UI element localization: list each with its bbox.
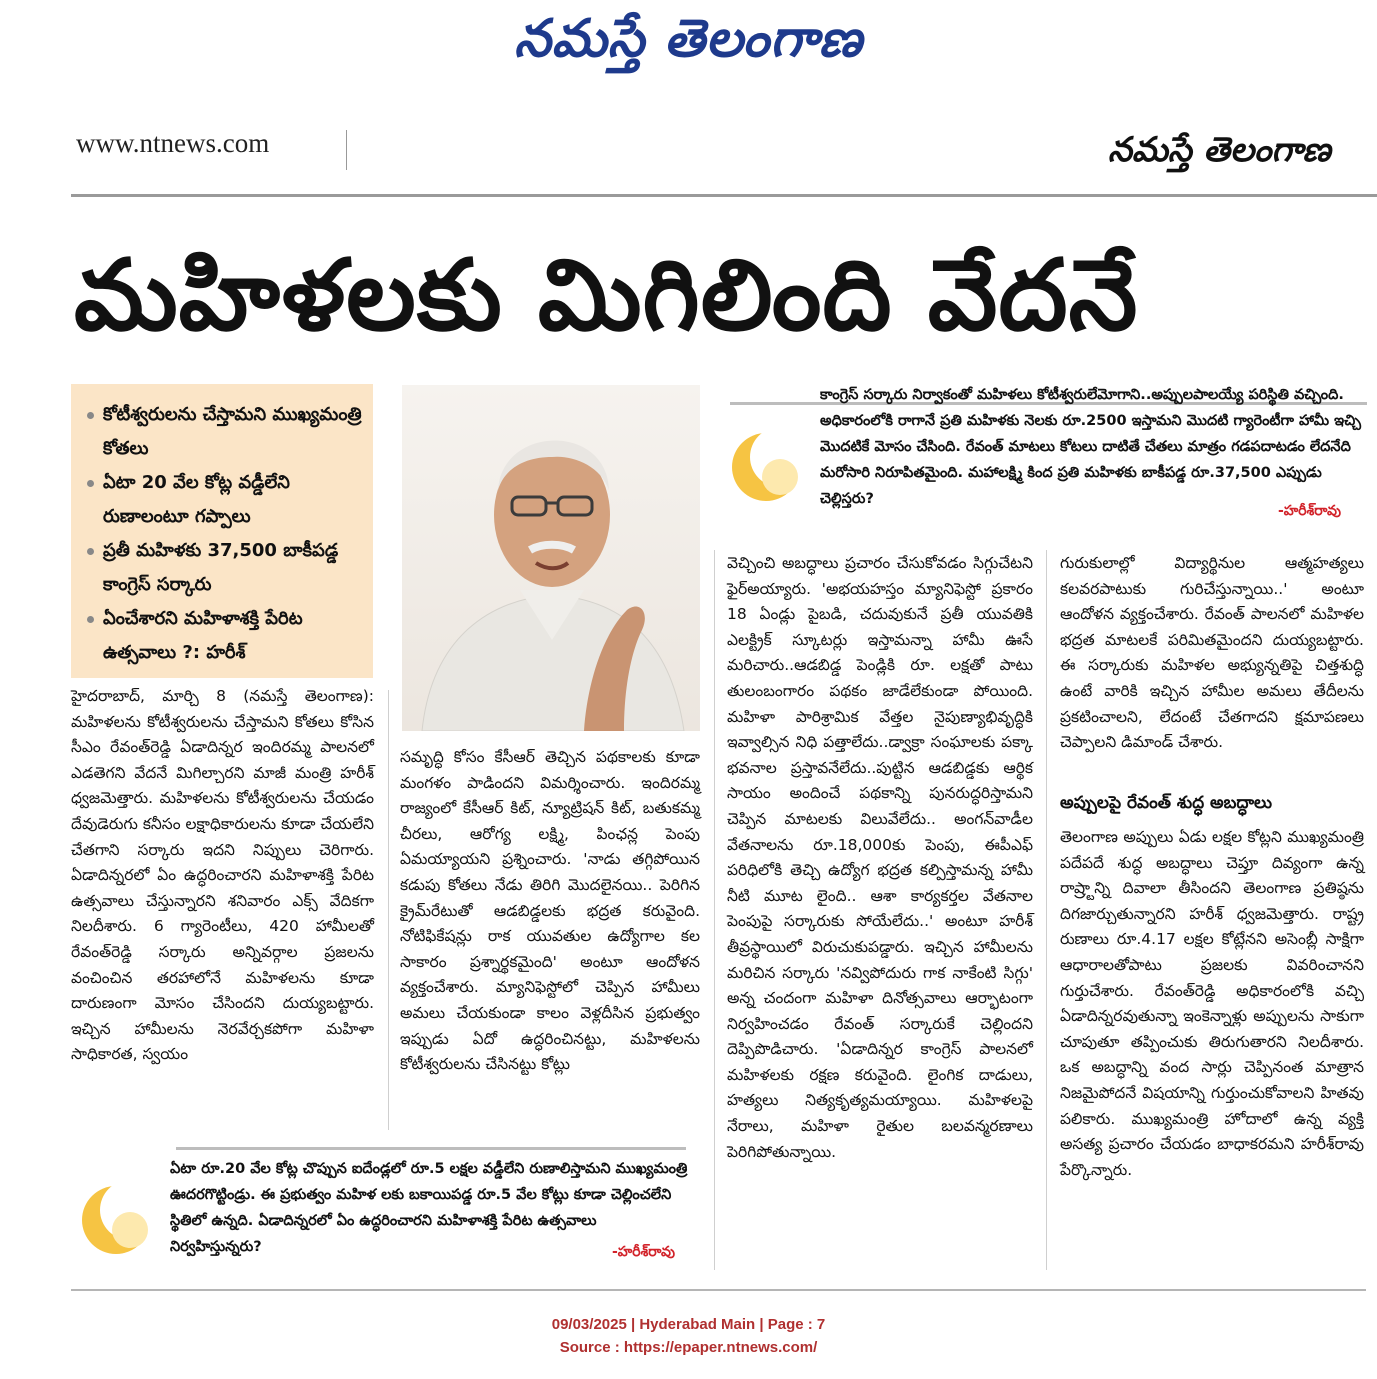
portrait-photo (402, 385, 700, 731)
top-rule (71, 194, 1377, 197)
header-divider (346, 130, 347, 170)
portrait-illustration (402, 385, 700, 731)
article-text: సమృద్ధి కోసం కేసీఆర్ తెచ్చిన పథకాలకు కూడా మంగళం పాడిందని విమర్శించారు. ఇందిరమ్మ రాజ్యంలో కేసీఆర్ కిట్, న్యూట్రిషన్ కిట్, బతుకమ్మ చీరలు, ఆరోగ్య లక్ష్మి, పింఛన్ల పెంపు ఏమయ్యాయని ప్రశ్నించారు. 'నాడు తగ్గిపోయిన కడుపు కోతలు నేడు తిరిగి మొదలైనయి.. పెరిగిన క్రైమ్‌రేటుతో ఆడబిడ్డలకు భద్రత కరువైంది. నోటిఫికేషన్లు రాక యువతుల ఉద్యోగాల కల సాకారం ప్రశ్నార్థకమైంది' అంటూ ఆందోళన వ్యక్తంచేశారు. మ్యానిఫెస్టోలో చెప్పిన హామీలు అమలు చేయకుండా కాలం వెళ్లదీసిన ప్రభుత్వం ఇప్పుడు ఏదో ఉద్ధరించినట్టు, మహిళలను కోటీశ్వరులను చేసినట్టు కోట్లు (400, 748, 700, 1074)
bullet-icon (87, 412, 94, 419)
subheading: అప్పులపై రేవంత్ శుద్ధ అబద్ధాలు (1060, 793, 1272, 813)
quote-author: -హరీశ్‌రావు (1278, 503, 1341, 519)
article-column-2 (400, 745, 700, 1078)
quote-author: -హరీశ్‌రావు (612, 1244, 675, 1260)
highlight-item: కోటీశ్వరులను చేస్తామని ముఖ్యమంత్రి కోతలు (87, 398, 365, 466)
article-text: హైదరాబాద్, మార్చి 8 (నమస్తే తెలంగాణ): మహిళలను కోటీశ్వరులను చేస్తామని కోతలు కోసిన సీఎం రేవంత్‌రెడ్డి ఏడాదిన్నర ఇందిరమ్మ పాలనలో ఎడతెగని వేదనే మిగిల్చారని మాజీ మంత్రి హరీశ్ ధ్వజమెత్తారు. మహిళలను కోటీశ్వరులను చేయడం దేవుడెరుగు కనీసం లక్షాధికారులను కూడా చేయలేని చేతగాని సర్కారు ఇదని నిప్పులు చెరిగారు. ఏడాదిన్నరలో ఏం ఉద్ధరించారని మహిళాశక్తి పేరిట ఉత్సవాలు చేస్తున్నారని శనివారం ఎక్స్ వేదికగా నిలదీశారు. 6 గ్యారెంటీలు, 420 హామీలతో రేవంత్‌రెడ్డి సర్కారు అన్నివర్గాల ప్రజలను వంచించిన తరహాలోనే మహిళలను కూడా దారుణంగా మోసం చేసిందని దుయ్యబట్టారు. ఇచ్చిన హామీలను నెరవేర్చకపోగా మహిళా సాధికారత, స్వయం (71, 687, 374, 1064)
bullet-icon (87, 616, 94, 623)
article-text: తెలంగాణ అప్పులు ఏడు లక్షల కోట్లని ముఖ్యమంత్రి పదేపదే శుద్ధ అబద్ధాలు చెప్తూ దివ్యంగా ఉన్న రాష్ర్టాన్ని దివాలా తీసిందని తెలంగాణ ప్రతిష్ఠను దిగజార్చుతున్నారని హరీశ్ ధ్వజమెత్తారు. రాష్ట్ర రుణాలు రూ.4.17 లక్షల కోట్లేనని అసెంబ్లీ సాక్షిగా ఆధారాలతోపాటు ప్రజలకు వివరించానని గుర్తుచేశారు. రేవంత్‌రెడ్డి అధికారంలోకి వచ్చి ఏడాదిన్నరవుతున్నా ఇంకెన్నాళ్లు అప్పులను సాకుగా చూపుతూ తప్పించుకు తిరుగుతారని నిలదీశారు. ఒక అబద్ధాన్ని వంద సార్లు చెప్పినంత మాత్రాన నిజమైపోదనే విషయాన్ని గుర్తుంచుకోవాలని హితవు పలికారు. ముఖ్యమంత్రి హోదాలో ఉన్న వ్యక్తి అసత్య ప్రచారం చేయడం బాధాకరమని హరీశ్‌రావు పేర్కొన్నారు. (1060, 828, 1364, 1179)
bullet-icon (87, 480, 94, 487)
column-divider (388, 690, 389, 1130)
pull-quote-1: కాంగ్రెస్ సర్కారు నిర్వాకంతో మహిళలు కోటీశ్వరులేమోగాని..అప్పులపాలయ్యే పరిస్థితి వచ్చింది. అధికారంలోకి రాగానే ప్రతి మహిళకు నెలకు రూ.2500 ఇస్తామని మొదటి గ్యారెంటీగా హామీ ఇచ్చి మొదటికే మోసం చేసింది. రేవంత్ మాటలు కోటలు దాటితే చేతలు మాత్రం గడపదాటడం లేదనేది మరోసారి నిరూపితమైంది. మహాలక్ష్మి కింద ప్రతి మహిళకు బాకీపడ్డ రూ.37,500 ఎప్పుడు చెల్లిస్తరు? (820, 387, 1362, 507)
bottom-rule (71, 1289, 1366, 1291)
article-text: గురుకులాల్లో విద్యార్థినుల ఆత్మహత్యలు కలవరపాటుకు గురిచేస్తున్నాయి..' అంటూ ఆందోళన వ్యక్తంచేశారు. రేవంత్ పాలనలో మహిళల భద్రత మాటలకే పరిమితమైందని దుయ్యబట్టారు. ఈ సర్కారుకు మహిళల అభ్యున్నతిపై చిత్తశుద్ధి ఉంటే వారికి ఇచ్చిన హామీల అమలు తేదీలను ప్రకటించాలని, లేదంటే చేతగాదని క్షమాపణలు చెప్పాలని డిమాండ్ చేశారు. (1060, 554, 1364, 752)
column-divider (714, 550, 715, 1270)
bullet-icon (87, 548, 94, 555)
footer-source: Source : https://epaper.ntnews.com/ (559, 1339, 818, 1356)
highlights-box (71, 384, 373, 678)
masthead-title: నమస్తే తెలంగాణ (514, 9, 863, 69)
highlight-item: ఏటా 20 వేల కోట్ల వడ్డీలేని రుణాలంటూ గప్పాలు (87, 466, 365, 534)
brand-name: నమస్తే తెలంగాణ (1108, 130, 1331, 170)
quote-rule (176, 1147, 686, 1150)
article-column-3 (727, 551, 1033, 1165)
article-text: వెచ్చించి అబద్ధాలు ప్రచారం చేసుకోవడం సిగ్గుచేటని ఫైర్‌అయ్యారు. 'అభయహస్తం మ్యానిఫెస్టో ప్రకారం 18 ఏండ్లు పైబడి, చదువుకునే ప్రతీ యువతికి ఎలక్ట్రిక్ స్కూటర్లు ఇస్తామన్నా హామీ ఊసే మరిచారు..ఆడబిడ్డ పెండ్లికి రూ. లక్షతో పాటు తులంబంగారం పథకం జాడేలేకుండా పోయింది. మహిళా పారిశ్రామిక వేత్తల నైపుణ్యాభివృద్ధికి ఇవ్వాల్సిన నిధి పత్తాలేదు..డ్వాక్రా సంఘాలకు పక్కా భవనాల ప్రస్తావనేలేదు..పుట్టిన ఆడబిడ్డకు ఆర్థిక సాయం అందించే పథకాన్ని పునరుద్ధరిస్తామని చెప్పిన మాటలకు విలువేలేదు.. అంగన్‌వాడీల వేతనాలను రూ.18,000కు పెంపు, ఈపీఎఫ్ పరిధిలోకి తెచ్చి ఉద్యోగ భద్రత కల్పిస్తామన్న హామీ నీటి మూట లైంది.. ఆశా కార్యకర్తల వేతనాల పెంపుపై సర్కారుకు సోయేలేదు..' అంటూ హరీశ్ తీవ్రస్థాయిలో విరుచుకుపడ్డారు. ఇచ్చిన హామీలను మరిచిన సర్కారు 'నవ్విపోదురు గాక నాకేంటి సిగ్గు' అన్న చందంగా మహిళా దినోత్సవాలు ఆర్భాటంగా నిర్వహించడం రేవంత్ సర్కారుకే చెల్లిందని దెప్పిపొడిచారు. 'ఏడాదిన్నర కాంగ్రెస్ పాలనలో మహిళలకు రక్షణ కరువైంది. లైంగిక దాడులు, హత్యలు నిత్యకృత్యమయ్యాయి. మహిళలపై నేరాలు, మహిళా రైతుల బలవన్మరణాలు పెరిగిపోతున్నాయి. (727, 554, 1033, 1161)
masthead-logo (0, 0, 1377, 78)
headline: మహిళలకు మిగిలింది వేదనే (74, 239, 1139, 353)
article-column-4b (1060, 825, 1364, 1183)
article-column-1 (71, 684, 374, 1068)
highlight-item: ఏంచేశారని మహిళాశక్తి పేరిట ఉత్సవాలు ?: హరీశ్ (87, 602, 365, 670)
site-url: www.ntnews.com (76, 128, 270, 158)
quote-moon-icon (78, 1178, 158, 1258)
pull-quote-2: ఏటా రూ.20 వేల కోట్ల చొప్పున ఐదేండ్లలో రూ.5 లక్షల వడ్డీలేని రుణాలిస్తామని ముఖ్యమంత్రి ఊదరగొట్టిండ్రు. ఈ ప్రభుత్వం మహిళ లకు బకాయిపడ్డ రూ.5 వేల కోట్లు కూడా చెల్లించలేని స్థితిలో ఉన్నది. ఏడాదిన్నరలో ఏం ఉద్ధరించారని మహిళాశక్తి పేరిట ఉత్సవాలు నిర్వహిస్తున్నరు? (170, 1161, 688, 1255)
article-column-4 (1060, 551, 1364, 756)
quote-moon-icon (728, 425, 808, 505)
highlight-item: ప్రతీ మహిళకు 37,500 బాకీపడ్డ కాంగ్రెస్ సర్కారు (87, 534, 365, 602)
column-divider (1046, 550, 1047, 1270)
footer-edition: 09/03/2025 | Hyderabad Main | Page : 7 (551, 1316, 826, 1333)
